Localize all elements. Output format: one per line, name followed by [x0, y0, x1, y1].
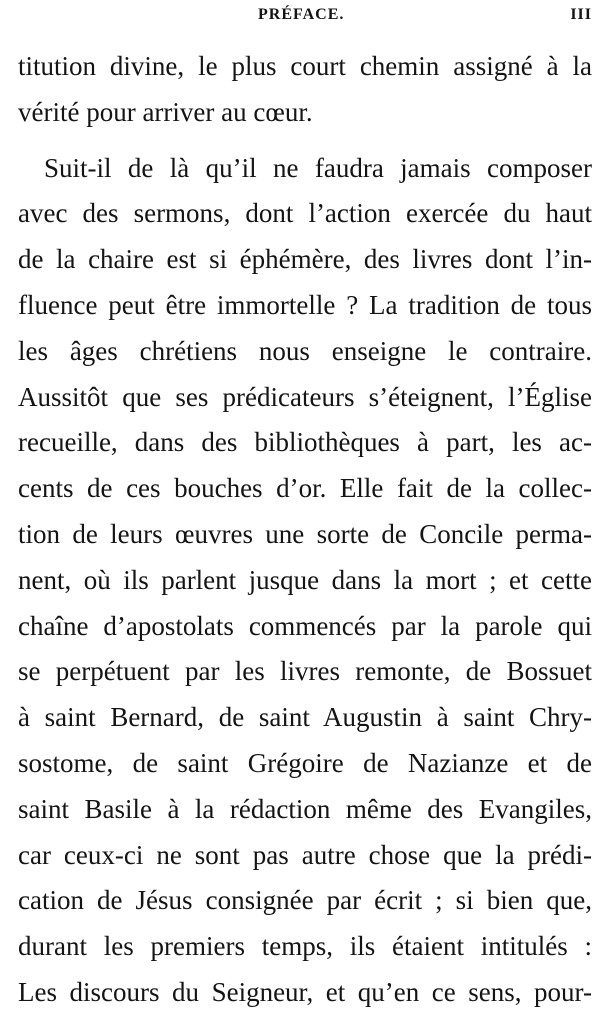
- text-line: Suit-il de là qu’il ne faudra jamais composer: [44, 152, 592, 183]
- text-line: durant les premiers temps, ils étaient intitulés :: [18, 931, 592, 962]
- text-line: recueille, dans des bibliothèques à part, les ac-: [18, 427, 592, 458]
- text-line: de la chaire est si éphémère, des livres dont l’in-: [18, 244, 592, 275]
- text-line: avec des sermons, dont l’action exercée du haut: [18, 198, 592, 229]
- running-title: PRÉFACE.: [258, 6, 345, 23]
- text-line: fluence peut être immortelle ? La tradition de tous: [18, 289, 592, 320]
- text-line: Les discours du Seigneur, et qu’en ce sens, pour-: [18, 976, 592, 1007]
- body-text: [18, 44, 592, 1016]
- text-line: les âges chrétiens nous enseigne le contraire.: [18, 335, 592, 366]
- text-line: car ceux-ci ne sont pas autre chose que la prédi-: [18, 839, 592, 870]
- running-head: [0, 6, 604, 28]
- text-line: titution divine, le plus court chemin assigné à la: [18, 51, 592, 81]
- page-number: III: [570, 6, 592, 23]
- text-line: vérité pour arriver au cœur.: [18, 96, 313, 127]
- text-line: chaîne d’apostolats commencés par la parole qui: [18, 610, 592, 641]
- text-line: nent, où ils parlent jusque dans la mort ; et cette: [18, 564, 592, 595]
- text-line: saint Basile à la rédaction même des Evangiles,: [18, 793, 592, 824]
- text-line: Aussitôt que ses prédicateurs s’éteignent, l’Église: [18, 381, 592, 412]
- text-line: tion de leurs œuvres une sorte de Concile perma-: [18, 518, 592, 549]
- text-line: se perpétuent par les livres remonte, de Bossuet: [18, 656, 592, 687]
- text-line: à saint Bernard, de saint Augustin à saint Chry-: [18, 702, 592, 733]
- text-line: cents de ces bouches d’or. Elle fait de la collec-: [18, 473, 592, 504]
- text-line: cation de Jésus consignée par écrit ; si bien que,: [18, 885, 592, 916]
- text-line: sostome, de saint Grégoire de Nazianze et de: [18, 747, 592, 778]
